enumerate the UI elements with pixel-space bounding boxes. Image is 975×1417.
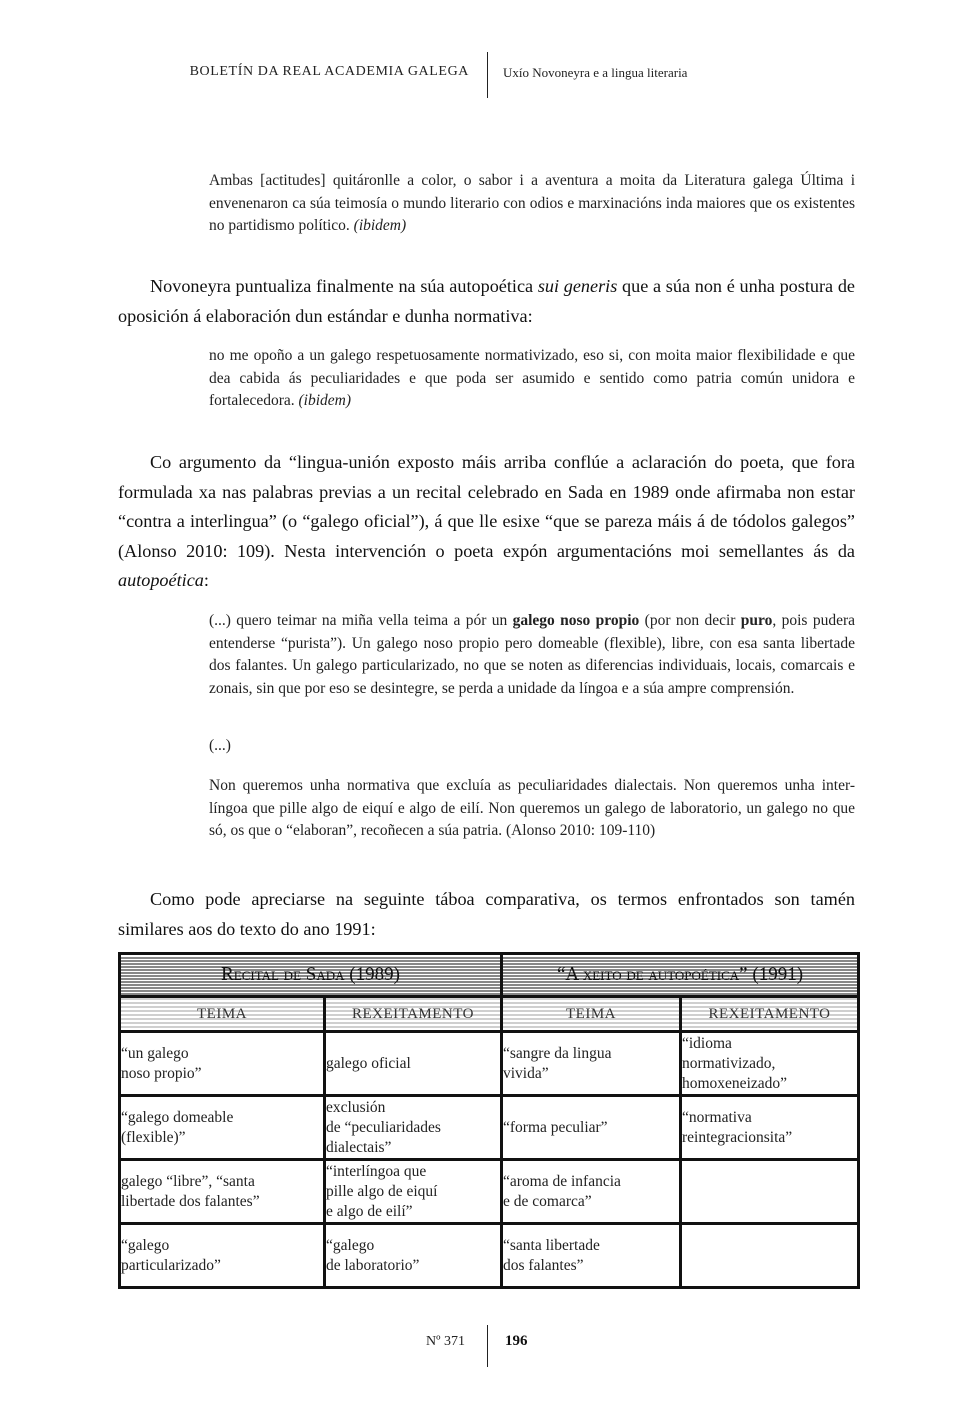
header-divider bbox=[487, 52, 488, 98]
quote-text: no me opoño a un galego respetuosamente normativizado, eso si, con moita maior flexibilidade e que dea cabida ás peculiaridades e que poda ser asumido e sentido como patria común unidora e fortalecedora. bbox=[209, 347, 855, 409]
cell-line: de “peculiaridades bbox=[326, 1118, 441, 1136]
paragraph-2 bbox=[118, 448, 855, 596]
cell-line: (flexible)” bbox=[121, 1128, 186, 1146]
table-row bbox=[120, 1096, 859, 1160]
paragraph-text: Como pode apreciarse na seguinte táboa comparativa, os termos enfrontados son tamén similares aos do texto do ano 1991: bbox=[118, 889, 855, 939]
quote-text: Non queremos unha normativa que excluía as peculiaridades dialectais. Non queremos unha inter-língoa que pille algo de eiquí e algo de eilí. Non queremos un galego de laboratorio, un galego no que só, os que o “elaboran”, recoñecen a súa patria. (Alonso 2010: 109-110) bbox=[209, 777, 855, 839]
table-cell bbox=[325, 1032, 502, 1096]
table-cell bbox=[502, 1096, 681, 1160]
running-head bbox=[0, 60, 975, 100]
table-cell bbox=[681, 1096, 859, 1160]
cell-line: pille algo de eiquí bbox=[326, 1182, 438, 1200]
cell-line: dos falantes” bbox=[503, 1256, 584, 1274]
bold-term: puro bbox=[740, 612, 773, 629]
cell-line: “forma peculiar” bbox=[503, 1118, 608, 1136]
cell-line: “galego bbox=[121, 1236, 170, 1254]
bold-term: galego noso propio bbox=[512, 612, 640, 629]
cell-line: homoxeneizado” bbox=[682, 1074, 788, 1092]
cell-line: particularizado” bbox=[121, 1256, 221, 1274]
comparison-table bbox=[118, 952, 860, 1289]
journal-title: BOLETÍN DA REAL ACADEMIA GALEGA bbox=[189, 64, 469, 79]
cell-line: “sangre da lingua bbox=[503, 1044, 612, 1062]
column-header: REXEITAMENTO bbox=[325, 997, 502, 1032]
table-cell bbox=[120, 1160, 325, 1224]
cell-line: e de comarca” bbox=[503, 1192, 592, 1210]
group-label: Recital de Sada (1989) bbox=[221, 964, 400, 985]
cell-line: galego oficial bbox=[326, 1054, 411, 1072]
paragraph-text: : bbox=[203, 570, 209, 590]
table-cell bbox=[120, 1096, 325, 1160]
cell-line: “normativa bbox=[682, 1108, 752, 1126]
cell-line: “santa libertade bbox=[503, 1236, 600, 1254]
cell-line: “un galego bbox=[121, 1044, 189, 1062]
issue-number: Nº 371 bbox=[426, 1334, 465, 1349]
paragraph-text: que a súa non é unha postura de oposición á elaboración dun estándar e dunha normativa: bbox=[118, 276, 855, 326]
quote-text: Ambas [actitudes] quitáronlle a color, o sabor i a aventura a moita da Literatura galega Última i envenenaron ca súa teimosía o mundo literario con odios e marxinacións inda maiores que os existentes no partidismo político. bbox=[209, 172, 855, 234]
cell-line: e algo de eilí” bbox=[326, 1202, 413, 1220]
table-cell-empty bbox=[681, 1224, 859, 1288]
footer-divider bbox=[487, 1325, 488, 1367]
quote-citation: (ibidem) bbox=[298, 392, 352, 409]
cell-line: “interlíngoa que bbox=[326, 1162, 427, 1180]
table-row bbox=[120, 1032, 859, 1096]
paragraph-3 bbox=[118, 885, 855, 944]
table-cell bbox=[120, 1224, 325, 1288]
table-cell bbox=[502, 1160, 681, 1224]
cell-line: normativizado, bbox=[682, 1054, 776, 1072]
table-cell bbox=[502, 1224, 681, 1288]
cell-line: exclusión bbox=[326, 1098, 386, 1116]
table-cell bbox=[502, 1032, 681, 1096]
page-footer bbox=[0, 1325, 975, 1370]
group-header-autopoetica bbox=[502, 954, 859, 997]
paragraph-text: Novoneyra puntualiza finalmente na súa autopoética bbox=[150, 276, 538, 296]
block-quote-2 bbox=[209, 345, 855, 413]
cell-line: galego “libre”, “santa bbox=[121, 1172, 255, 1190]
cell-line: noso propio” bbox=[121, 1064, 202, 1082]
paragraph-text: Co argumento da “lingua-unión exposto máis arriba conflúe a aclaración do poeta, que fora formulada xa nas palabras previas a un recital celebrado en Sada en 1989 onde afirmaba non estar “contra a interlingua” (o “galego oficial”), á que lle esixe “que se pareza máis á de tódolos galegos” (Alonso 2010: 109). Nesta intervención o poeta expón argumentacións moi semellantes ás da bbox=[118, 452, 855, 561]
quote-text: (...) quero teimar na miña vella teima a pór un bbox=[209, 612, 513, 629]
column-header: REXEITAMENTO bbox=[681, 997, 859, 1032]
block-quote-1 bbox=[209, 170, 855, 238]
quote-text: (...) bbox=[209, 737, 231, 754]
cell-line: “galego domeable bbox=[121, 1108, 234, 1126]
italic-term: sui generis bbox=[537, 276, 618, 296]
table-cell bbox=[325, 1224, 502, 1288]
cell-line: de laboratorio” bbox=[326, 1256, 420, 1274]
column-header: TEIMA bbox=[120, 997, 325, 1032]
cell-line: “aroma de infancia bbox=[503, 1172, 621, 1190]
quote-text: (por non decir bbox=[639, 612, 741, 629]
article-title: Uxío Novoneyra e a lingua literaria bbox=[503, 65, 688, 80]
cell-line: “galego bbox=[326, 1236, 375, 1254]
table-cell bbox=[325, 1096, 502, 1160]
table-row bbox=[120, 1224, 859, 1288]
italic-term: autopoética bbox=[118, 570, 204, 590]
paragraph-1 bbox=[118, 272, 855, 331]
group-header-sada bbox=[120, 954, 502, 997]
cell-line: reintegracionsita” bbox=[682, 1128, 793, 1146]
quote-ellipsis bbox=[209, 735, 855, 758]
table-cell bbox=[120, 1032, 325, 1096]
cell-line: dialectais” bbox=[326, 1138, 392, 1156]
cell-line: libertade dos falantes” bbox=[121, 1192, 260, 1210]
group-label: “A xeito de autopoética” (1991) bbox=[556, 964, 804, 985]
table-group-header bbox=[120, 954, 859, 997]
block-quote-4 bbox=[209, 775, 855, 843]
block-quote-3 bbox=[209, 610, 855, 700]
table-cell bbox=[325, 1160, 502, 1224]
table-cell bbox=[681, 1032, 859, 1096]
page-number: 196 bbox=[505, 1333, 528, 1349]
column-header: TEIMA bbox=[502, 997, 681, 1032]
quote-citation: (ibidem) bbox=[353, 217, 407, 234]
table-column-header bbox=[120, 997, 859, 1032]
table-cell-empty bbox=[681, 1160, 859, 1224]
cell-line: vivida” bbox=[503, 1064, 549, 1082]
cell-line: “idioma bbox=[682, 1034, 732, 1052]
quote-text: , pois pudera entenderse “purista”). Un galego noso propio pero domeable (flexible), libre, con esa santa libertade dos falantes. Un galego particularizado, no que se noten as diferencias individuais, locais, comarcais e zonais, sin que por eso se desintegre, se perda a unidade da língoa e a súa ampre comprensión. bbox=[209, 612, 855, 697]
table-row bbox=[120, 1160, 859, 1224]
